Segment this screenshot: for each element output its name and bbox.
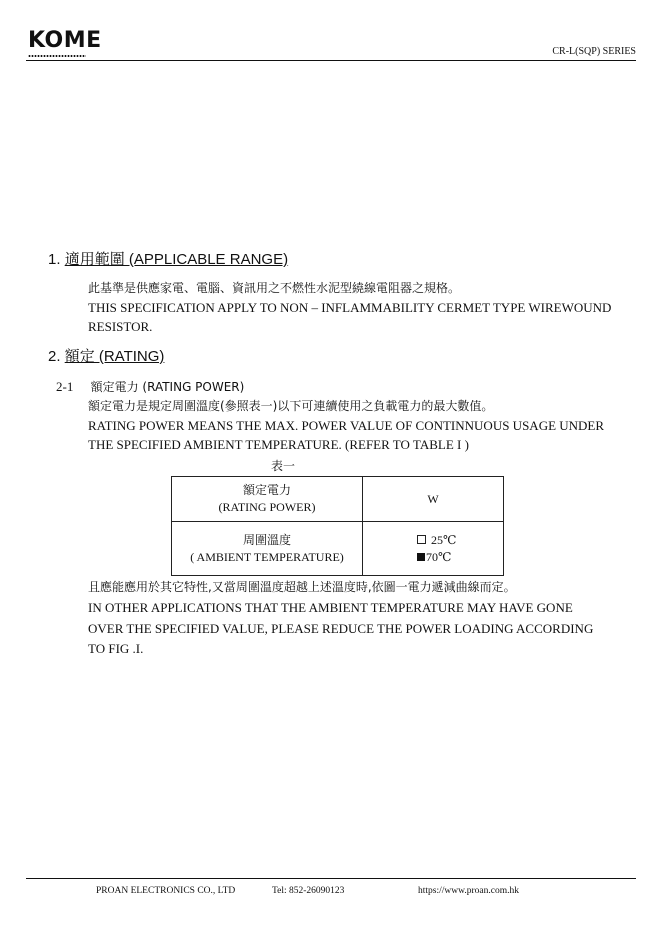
subsection-2-1-number: 2-1	[56, 379, 74, 394]
section-1-text-cn: 此基準是供應家電、電腦、資訊用之不燃性水泥型繞線電阻器之規格。	[88, 281, 461, 295]
table-cell-options	[363, 522, 504, 576]
temp-option-25	[417, 532, 503, 549]
section-1-number: 1.	[48, 251, 61, 268]
after-table-text-en-3: TO FIG .I.	[88, 641, 144, 656]
temp-option-25-label: 25℃	[431, 532, 457, 547]
rating-power-label-cn: 額定電力	[242, 483, 291, 497]
subsection-2-1-title: 額定電力 (RATING POWER)	[90, 380, 245, 394]
table-cell-label	[172, 522, 363, 576]
company-logo: KOME	[28, 28, 102, 53]
rating-power-label-en: (RATING POWER)	[218, 500, 316, 514]
rating-power-value: W	[363, 477, 504, 522]
section-2-title: 額定 (RATING)	[64, 348, 165, 365]
section-1-heading	[48, 251, 288, 269]
section-1-text-en-1: THIS SPECIFICATION APPLY TO NON – INFLAMMABILITY CERMET TYPE WIREWOUND	[88, 300, 612, 315]
unchecked-box-icon	[417, 535, 426, 544]
footer-phone: Tel: 852-26090123	[272, 886, 345, 896]
section-2-heading	[48, 348, 164, 366]
section-1-title: 適用範圍 (APPLICABLE RANGE)	[64, 251, 289, 268]
after-table-text-en-1: IN OTHER APPLICATIONS THAT THE AMBIENT TEMPERATURE MAY HAVE GONE	[88, 600, 573, 615]
header-divider	[26, 60, 636, 61]
checked-box-icon	[417, 553, 425, 561]
ambient-temp-label-cn: 周圍溫度	[242, 532, 291, 547]
rating-table	[171, 476, 504, 576]
after-table-text-en-2: OVER THE SPECIFIED VALUE, PLEASE REDUCE THE POWER LOADING ACCORDING	[88, 621, 594, 636]
section-2-number: 2.	[48, 348, 61, 365]
table-row	[172, 522, 504, 576]
footer-divider	[26, 878, 636, 879]
subsection-2-1-text-cn: 額定電力是規定周圍溫度(參照表一)以下可連續使用之負載電力的最大數值。	[88, 399, 494, 413]
section-1-text-en-2: RESISTOR.	[88, 319, 153, 334]
table-caption: 表一	[271, 459, 296, 473]
table-cell-label	[172, 477, 363, 522]
subsection-2-1-text-en-2: THE SPECIFIED AMBIENT TEMPERATURE. (REFER TO TABLE I )	[88, 437, 469, 452]
logo-dot-underline	[28, 54, 86, 58]
temp-option-70	[417, 549, 503, 566]
footer-company: PROAN ELECTRONICS CO., LTD	[96, 886, 236, 896]
subsection-2-1-heading	[56, 377, 244, 397]
footer-website-link[interactable]: https://www.proan.com.hk	[418, 886, 519, 896]
ambient-temp-label-en: ( AMBIENT TEMPERATURE)	[190, 549, 344, 564]
series-label: CR-L(SQP) SERIES	[552, 46, 636, 57]
table-row	[172, 477, 504, 522]
after-table-text-cn: 且應能應用於其它特性,又當周圍溫度超越上述溫度時,依圖一電力遞減曲線而定。	[88, 580, 516, 594]
subsection-2-1-text-en-1: RATING POWER MEANS THE MAX. POWER VALUE OF CONTINNUOUS USAGE UNDER	[88, 418, 605, 433]
temp-option-70-label: 70℃	[426, 549, 452, 564]
